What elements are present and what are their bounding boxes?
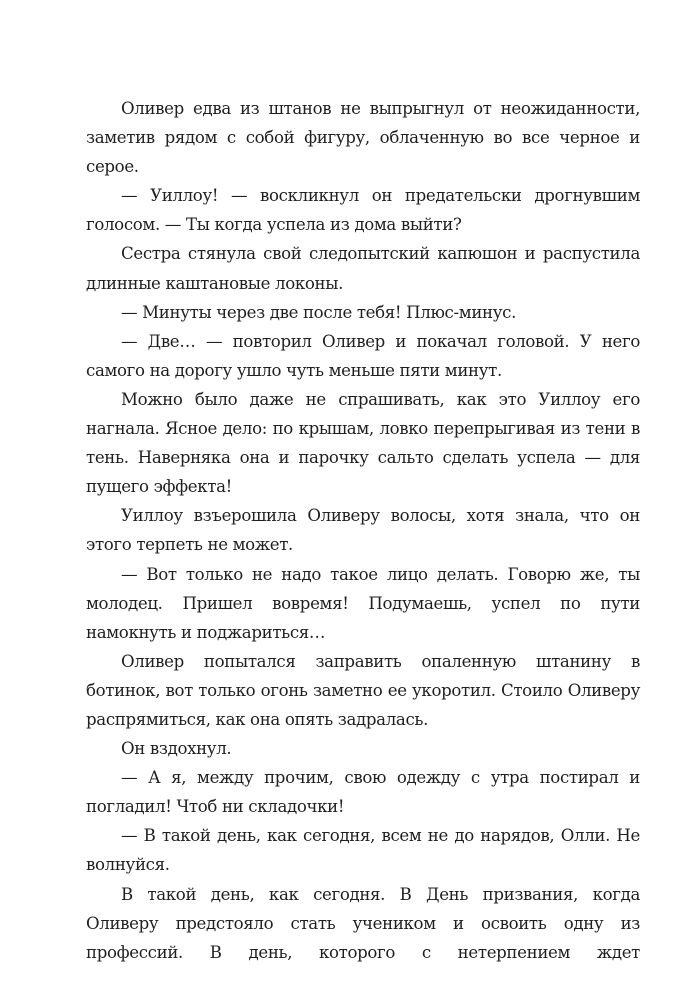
paragraph: Сестра стянула свой следопытский капюшон и распустила длинные каштановые локоны.	[86, 244, 640, 293]
paragraph: — Вот только не надо такое лицо делать. Говорю же, ты молодец. Пришел вовремя! Подумаешь, успел по пути намокнуть и поджариться…	[86, 564, 640, 642]
paragraph: Оливер попытался заправить опаленную штанину в ботинок, вот только огонь заметно ее укоротил. Стоило Оливеру распрямиться, как она опять задралась.	[86, 651, 640, 729]
paragraph: — Две… — повторил Оливер и покачал головой. У него самого на дорогу ушло чуть меньше пяти минут.	[86, 331, 640, 380]
paragraph: Оливер едва из штанов не выпрыгнул от неожиданности, заметив рядом с собой фигуру, облаченную во все черное и серое.	[86, 99, 640, 177]
paragraph: В такой день, как сегодня. В День призвания, когда Оливеру предстояло стать учеником и освоить одну из профессий. В день, которого с нетерпением ждет	[86, 884, 640, 962]
page-body-text	[86, 94, 640, 967]
paragraph: Уиллоу взъерошила Оливеру волосы, хотя знала, что он этого терпеть не может.	[86, 506, 640, 555]
paragraph: — В такой день, как сегодня, всем не до нарядов, Олли. Не волнуйся.	[86, 826, 640, 875]
paragraph: — А я, между прочим, свою одежду с утра постирал и погладил! Чтоб ни складочки!	[86, 768, 640, 817]
paragraph: — Уиллоу! — воскликнул он предательски дрогнувшим голосом. — Ты когда успела из дома выйти?	[86, 186, 640, 235]
paragraph: Он вздохнул.	[121, 739, 232, 759]
paragraph: Можно было даже не спрашивать, как это Уиллоу его нагнала. Ясное дело: по крышам, ловко перепрыгивая из тени в тень. Наверняка она и парочку сальто сделать успела — для пущего эффекта!	[86, 389, 640, 497]
paragraph: — Минуты через две после тебя! Плюс-минус.	[121, 302, 517, 322]
